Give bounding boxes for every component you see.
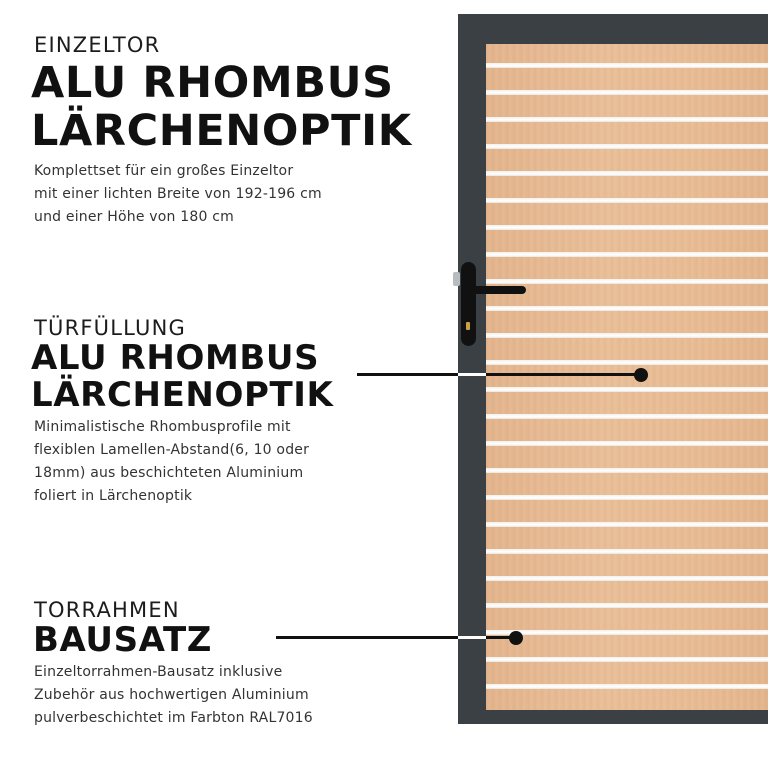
section-3-description — [34, 661, 313, 730]
gate-infill-slats — [486, 44, 768, 710]
section-3-kicker: TORRAHMEN — [34, 598, 180, 622]
section-2-headline-line-1: ALU RHOMBUS — [31, 338, 320, 378]
hinge-pin — [453, 272, 460, 286]
section-3-description-line: Einzeltorrahmen-Bausatz inklusive — [34, 664, 283, 680]
section-2-description-line: flexiblen Lamellen-Abstand(6, 10 oder — [34, 442, 310, 458]
section-1-description-line: Komplettset für ein großes Einzeltor — [34, 163, 294, 179]
section-2-description — [34, 416, 309, 508]
section-3-description-line: Zubehör aus hochwertigen Aluminium — [34, 687, 309, 703]
section-3-description-line: pulverbeschichtet im Farbton RAL7016 — [34, 710, 313, 726]
callout-dot-frame — [509, 631, 523, 645]
section-1-headline-line-2: LÄRCHENOPTIK — [31, 106, 412, 156]
callout-line-frame-segment — [458, 636, 486, 639]
keyhole-icon — [466, 322, 470, 330]
section-1-headline-line-1: ALU RHOMBUS — [31, 58, 394, 108]
section-2-description-line: 18mm) aus beschichteten Aluminium — [34, 465, 304, 481]
section-2-description-line: Minimalistische Rhombusprofile mit — [34, 419, 291, 435]
section-3-headline: BAUSATZ — [33, 620, 212, 660]
section-2-kicker: TÜRFÜLLUNG — [34, 316, 186, 340]
section-2-headline-line-2: LÄRCHENOPTIK — [31, 375, 334, 415]
callout-line-infill-frame-segment — [458, 373, 486, 376]
section-1-kicker: EINZELTOR — [34, 33, 161, 57]
door-handle-icon — [468, 286, 526, 294]
callout-line-frame-inner — [486, 636, 510, 639]
section-1-description-line: und einer Höhe von 180 cm — [34, 209, 234, 225]
callout-dot-infill — [634, 368, 648, 382]
handle-plate — [461, 262, 476, 346]
section-2-description-line: foliert in Lärchenoptik — [34, 488, 193, 504]
callout-line-infill — [357, 373, 458, 376]
callout-line-infill-inner — [486, 373, 636, 376]
callout-line-frame — [276, 636, 458, 639]
section-1-description-line: mit einer lichten Breite von 192-196 cm — [34, 186, 322, 202]
section-1-description — [34, 160, 322, 229]
